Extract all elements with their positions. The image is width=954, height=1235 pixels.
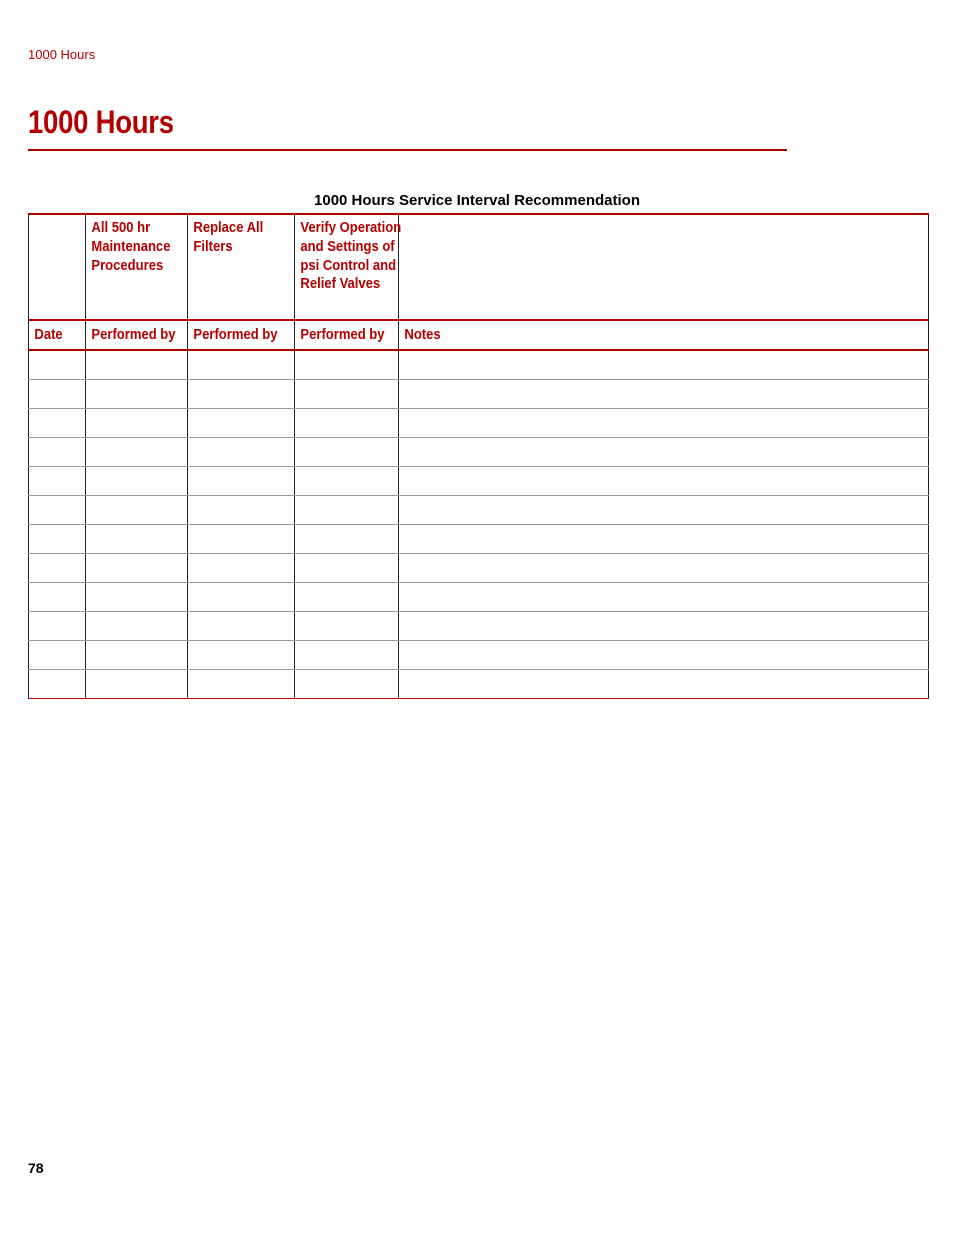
page-title: 1000 Hours <box>28 104 174 140</box>
task-header-valves: Verify Operation and Settings of psi Control and Relief Valves <box>300 220 402 293</box>
table-cell[interactable] <box>86 612 188 641</box>
table-cell[interactable] <box>29 583 86 612</box>
table-cell[interactable] <box>188 554 295 583</box>
table-cell[interactable] <box>86 641 188 670</box>
column-header-performed-by: Performed by <box>91 326 176 343</box>
column-header-cell <box>188 320 295 350</box>
table-cell[interactable] <box>29 409 86 438</box>
column-header-cell <box>86 320 188 350</box>
table-cell[interactable] <box>399 554 929 583</box>
task-header-notes-blank <box>399 215 938 219</box>
table-cell[interactable] <box>295 467 399 496</box>
table-cell[interactable] <box>29 554 86 583</box>
table-row <box>29 496 929 525</box>
column-header-notes: Notes <box>404 326 441 343</box>
table-cell[interactable] <box>86 670 188 699</box>
table-cell[interactable] <box>29 350 86 380</box>
table-cell[interactable] <box>295 612 399 641</box>
table-cell[interactable] <box>29 467 86 496</box>
table-cell[interactable] <box>295 554 399 583</box>
table-cell[interactable] <box>29 641 86 670</box>
column-header-date: Date <box>34 326 63 343</box>
table-cell[interactable] <box>399 467 929 496</box>
task-header-cell <box>86 214 188 320</box>
table-cell[interactable] <box>399 670 929 699</box>
table-cell[interactable] <box>188 525 295 554</box>
table-cell[interactable] <box>399 496 929 525</box>
table-cell[interactable] <box>295 670 399 699</box>
table-cell[interactable] <box>188 350 295 380</box>
task-header-500hr: All 500 hr Maintenance Procedures <box>91 220 171 274</box>
table-cell[interactable] <box>188 496 295 525</box>
table-cell[interactable] <box>295 496 399 525</box>
table-cell[interactable] <box>399 380 929 409</box>
table-cell[interactable] <box>399 641 929 670</box>
table-cell[interactable] <box>188 467 295 496</box>
task-header-row <box>29 214 929 320</box>
table-cell[interactable] <box>188 612 295 641</box>
table-cell[interactable] <box>295 380 399 409</box>
table-cell[interactable] <box>295 409 399 438</box>
service-log-table <box>28 213 929 699</box>
task-header-cell <box>399 214 929 320</box>
running-header: 1000 Hours <box>28 47 96 62</box>
table-cell[interactable] <box>86 409 188 438</box>
table-row <box>29 438 929 467</box>
title-divider <box>28 149 787 151</box>
table-row <box>29 583 929 612</box>
task-header-cell <box>188 214 295 320</box>
column-header-cell <box>399 320 929 350</box>
table-row <box>29 612 929 641</box>
table-cell[interactable] <box>295 525 399 554</box>
table-cell[interactable] <box>86 467 188 496</box>
table-row <box>29 409 929 438</box>
table-cell[interactable] <box>86 554 188 583</box>
table-cell[interactable] <box>29 438 86 467</box>
table-cell[interactable] <box>29 670 86 699</box>
table-cell[interactable] <box>86 583 188 612</box>
table-cell[interactable] <box>188 641 295 670</box>
table-cell[interactable] <box>29 496 86 525</box>
table-cell[interactable] <box>399 612 929 641</box>
table-row <box>29 525 929 554</box>
column-header-row <box>29 320 929 350</box>
table-cell[interactable] <box>399 409 929 438</box>
table-cell[interactable] <box>188 380 295 409</box>
page-number: 78 <box>28 1160 44 1176</box>
table-cell[interactable] <box>188 583 295 612</box>
table-row <box>29 380 929 409</box>
table-cell[interactable] <box>399 438 929 467</box>
column-header-cell <box>295 320 399 350</box>
table-row <box>29 350 929 380</box>
table-caption: 1000 Hours Service Interval Recommendation <box>314 192 640 209</box>
table-cell[interactable] <box>399 525 929 554</box>
table-cell[interactable] <box>188 438 295 467</box>
table-row <box>29 670 929 699</box>
table-cell[interactable] <box>295 583 399 612</box>
table-cell[interactable] <box>295 641 399 670</box>
table-cell[interactable] <box>29 380 86 409</box>
table-cell[interactable] <box>295 438 399 467</box>
table-cell[interactable] <box>86 380 188 409</box>
column-header-performed-by: Performed by <box>193 326 278 343</box>
column-header-cell <box>29 320 86 350</box>
table-cell[interactable] <box>399 350 929 380</box>
column-header-performed-by: Performed by <box>300 326 385 343</box>
table-cell[interactable] <box>86 496 188 525</box>
table-cell[interactable] <box>86 350 188 380</box>
table-cell[interactable] <box>86 525 188 554</box>
task-header-filters: Replace All Filters <box>193 220 264 255</box>
table-row <box>29 554 929 583</box>
table-row <box>29 641 929 670</box>
table-row <box>29 467 929 496</box>
table-cell[interactable] <box>188 409 295 438</box>
table-cell[interactable] <box>86 438 188 467</box>
table-cell[interactable] <box>188 670 295 699</box>
task-header-cell <box>29 214 86 320</box>
task-header-cell <box>295 214 402 320</box>
table-cell[interactable] <box>295 350 399 380</box>
table-cell[interactable] <box>399 583 929 612</box>
table-cell[interactable] <box>29 612 86 641</box>
table-cell[interactable] <box>29 525 86 554</box>
